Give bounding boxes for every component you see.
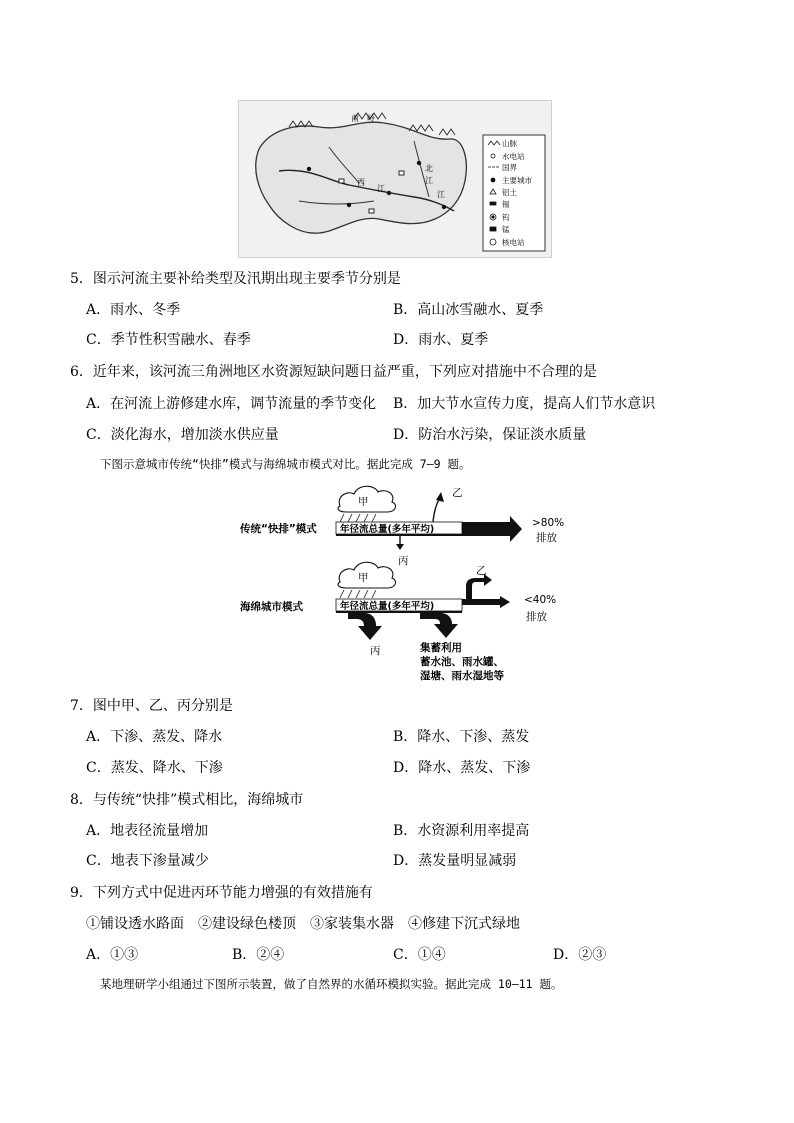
evap-arrowhead-1 <box>436 492 444 502</box>
legend-nuclear: 核电站 <box>502 238 525 247</box>
q6-option-a[interactable]: A．在河流上游修建水库，调节流量的季节变化 <box>86 396 377 412</box>
infil-arrowhead-1 <box>396 544 404 550</box>
legend-border: 国界 <box>502 163 517 172</box>
river-basin-map <box>238 100 552 258</box>
evap-arrow-1 <box>433 498 440 522</box>
q5-stem: 5．图示河流主要补给类型及汛期出现主要季节分别是 <box>70 271 401 287</box>
legend-tin: 锡 <box>502 200 510 209</box>
collect-arrow <box>420 613 458 638</box>
label-bing-2: 丙 <box>370 645 381 657</box>
collect-line-2: 蓄水池、雨水罐、 <box>420 656 504 668</box>
label-yi-1: 乙 <box>452 487 463 499</box>
evap-arrow-2 <box>466 574 492 602</box>
mode-traditional: 传统“快排”模式 <box>240 523 317 535</box>
legend-tungsten: 钨 <box>502 213 510 222</box>
legend-manganese: 锰 <box>502 225 510 234</box>
label-bing-1: 丙 <box>398 555 409 567</box>
q8-stem: 8．与传统“快排”模式相比，海绵城市 <box>70 792 304 808</box>
q7-option-a[interactable]: A．下渗、蒸发、降水 <box>86 729 223 745</box>
q9-option-d[interactable]: D．②③ <box>553 947 607 963</box>
q7-option-c[interactable]: C．蒸发、降水、下渗 <box>86 760 223 776</box>
runoff-label-1: 年径流总量(多年平均) <box>340 524 435 535</box>
q5-option-c[interactable]: C．季节性积雪融水、春季 <box>86 332 251 348</box>
q6-stem: 6．近年来，该河流三角洲地区水资源短缺问题日益严重，下列应对措施中不合理的是 <box>70 364 597 380</box>
pct-gt80: >80% <box>532 517 565 529</box>
pct-lt40: <40% <box>524 594 557 606</box>
legend-mountain: 山脉 <box>502 139 517 148</box>
legend-bauxite: 铝土 <box>502 188 517 197</box>
intro-10-11: 某地理研学小组通过下图所示装置，做了自然界的水循环模拟实验。据此完成 10—11 题。 <box>100 977 563 991</box>
collect-title: 集蓄利用 <box>420 642 462 654</box>
q8-option-d[interactable]: D．蒸发量明显减弱 <box>393 853 517 869</box>
q5-option-a[interactable]: A．雨水、冬季 <box>86 302 181 318</box>
collect-line-3: 湿塘、雨水湿地等 <box>420 670 504 682</box>
q6-option-b[interactable]: B．加大节水宣传力度，提高人们节水意识 <box>393 396 656 412</box>
q8-option-b[interactable]: B．水资源利用率提高 <box>393 823 530 839</box>
map-label-xi: 西 <box>357 178 365 187</box>
q6-option-d[interactable]: D．防治水污染，保证淡水质量 <box>393 427 587 443</box>
runoff-label-2: 年径流总量(多年平均) <box>340 601 435 612</box>
discharge-1: 排放 <box>536 532 557 544</box>
q5-option-b[interactable]: B．高山冰雪融水、夏季 <box>393 302 544 318</box>
infil-arrow-2 <box>348 613 382 640</box>
map-label-bei: 北 <box>425 164 433 173</box>
q7-stem: 7．图中甲、乙、丙分别是 <box>70 698 233 714</box>
intro-7-9: 下图示意城市传统“快排”模式与海绵城市模式对比。据此完成 7—9 题。 <box>100 457 471 471</box>
legend-city: 主要城市 <box>502 176 532 185</box>
label-yi-2: 乙 <box>476 565 487 577</box>
label-jia-1: 甲 <box>358 496 369 508</box>
q8-option-c[interactable]: C．地表下渗量减少 <box>86 853 209 869</box>
q9-stem: 9．下列方式中促进丙环节能力增强的有效措施有 <box>70 885 373 901</box>
map-graphic <box>239 101 551 257</box>
q9-items: ①铺设透水路面 ②建设绿色楼顶 ③家装集水器 ④修建下沉式绿地 <box>86 916 520 932</box>
q7-option-d[interactable]: D．降水、蒸发、下渗 <box>393 760 531 776</box>
q8-option-a[interactable]: A．地表径流量增加 <box>86 823 209 839</box>
discharge-2: 排放 <box>526 611 547 623</box>
map-label-jiang-2: 江 <box>425 176 433 185</box>
map-label-nanling: 南 岭 <box>351 114 375 123</box>
q5-option-d[interactable]: D．雨水、夏季 <box>393 332 489 348</box>
mode-sponge: 海绵城市模式 <box>240 601 303 613</box>
map-label-jiang-3: 江 <box>437 190 445 199</box>
q9-option-c[interactable]: C．①④ <box>393 947 446 963</box>
q9-option-a[interactable]: A．①③ <box>86 947 139 963</box>
legend-hydropower: 水电站 <box>502 152 525 161</box>
q7-option-b[interactable]: B．降水、下渗、蒸发 <box>393 729 530 745</box>
flow-graphic <box>240 478 570 688</box>
q6-option-c[interactable]: C．淡化海水，增加淡水供应量 <box>86 427 279 443</box>
q9-option-b[interactable]: B．②④ <box>232 947 285 963</box>
label-jia-2: 甲 <box>358 572 369 584</box>
map-label-jiang-1: 江 <box>377 184 385 193</box>
flow-diagram <box>240 478 570 688</box>
